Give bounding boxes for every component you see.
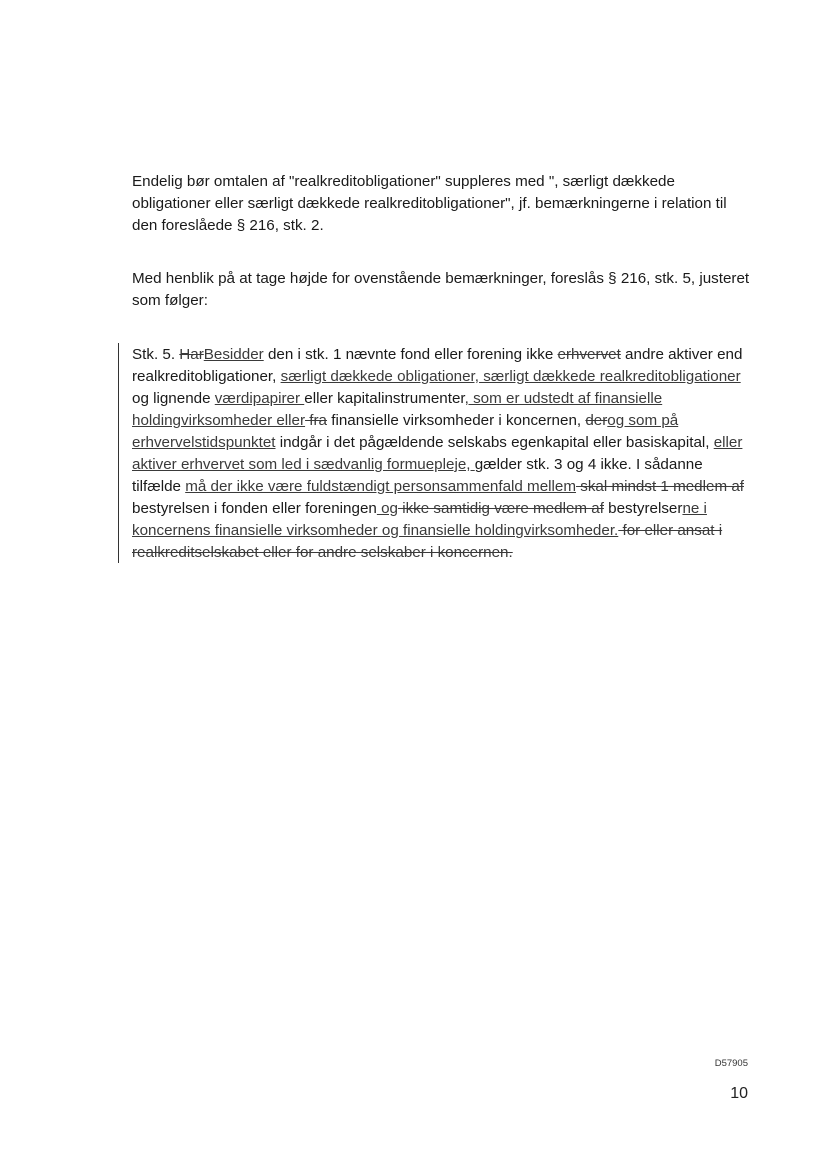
inserted-text: , som er udstedt af finansielle holdingvirksomheder eller (132, 390, 663, 429)
deleted-text: der (585, 412, 608, 429)
paragraph-proposal-intro: Med henblik på at tage højde for ovenstående bemærkninger, foreslås § 216, stk. 5, justeret som følger: (132, 270, 750, 309)
deleted-text: Har (179, 346, 204, 363)
change-bar (118, 343, 119, 563)
document-id: D57905 (714, 1058, 748, 1069)
inserted-text: særligt dækkede obligationer, særligt dækkede realkreditobligationer (280, 368, 741, 385)
amendment-text: bestyrelser (603, 500, 683, 517)
amendment-text: finansielle virksomheder i koncernen, (327, 412, 586, 429)
amendment-text: andre aktiver end realkreditobligationer, (132, 346, 743, 385)
page-number: 10 (730, 1085, 748, 1102)
amendment-paragraph (132, 344, 750, 564)
deleted-text: erhvervet (557, 346, 621, 363)
deleted-text: skal mindst 1 medlem af (576, 478, 744, 495)
inserted-text: Besidder (203, 346, 264, 363)
amendment-text: og lignende (132, 390, 215, 407)
amendment-text: den i stk. 1 nævnte fond eller forening ikke (263, 346, 558, 363)
inserted-text: og som på erhvervelstidspunktet (132, 412, 679, 451)
paragraph-realkreditobligationer: Endelig bør omtalen af "realkreditobligationer" suppleres med ", særligt dækkede obligationer eller særligt dækkede realkreditobligationer", jf. bemærkningerne i relation til den foreslåede § 216, stk. 2. (132, 173, 727, 234)
amendment-text: Stk. 5. (132, 346, 180, 363)
amendment-text: eller kapitalinstrumenter (304, 390, 465, 407)
inserted-text: og (376, 500, 398, 517)
amendment-text: gælder stk. 3 og 4 ikke. I sådanne tilfælde (132, 456, 703, 495)
inserted-text: værdipapirer (214, 390, 305, 407)
inserted-text: må der ikke være fuldstændigt personsammenfald mellem (185, 478, 577, 495)
amendment-text: bestyrelsen i fonden eller foreningen (132, 500, 377, 517)
deleted-text: for eller ansat i realkreditselskabet eller for andre selskaber i koncernen. (132, 522, 723, 561)
deleted-text: fra (305, 412, 328, 429)
amendment-text: indgår i det pågældende selskabs egenkapital eller basiskapital, (275, 434, 714, 451)
inserted-text: eller aktiver erhvervet som led i sædvanlig formuepleje, (132, 434, 743, 473)
deleted-text: ikke samtidig være medlem af (397, 500, 604, 517)
inserted-text: ne i koncernens finansielle virksomheder og finansielle holdingvirksomheder. (132, 500, 707, 539)
